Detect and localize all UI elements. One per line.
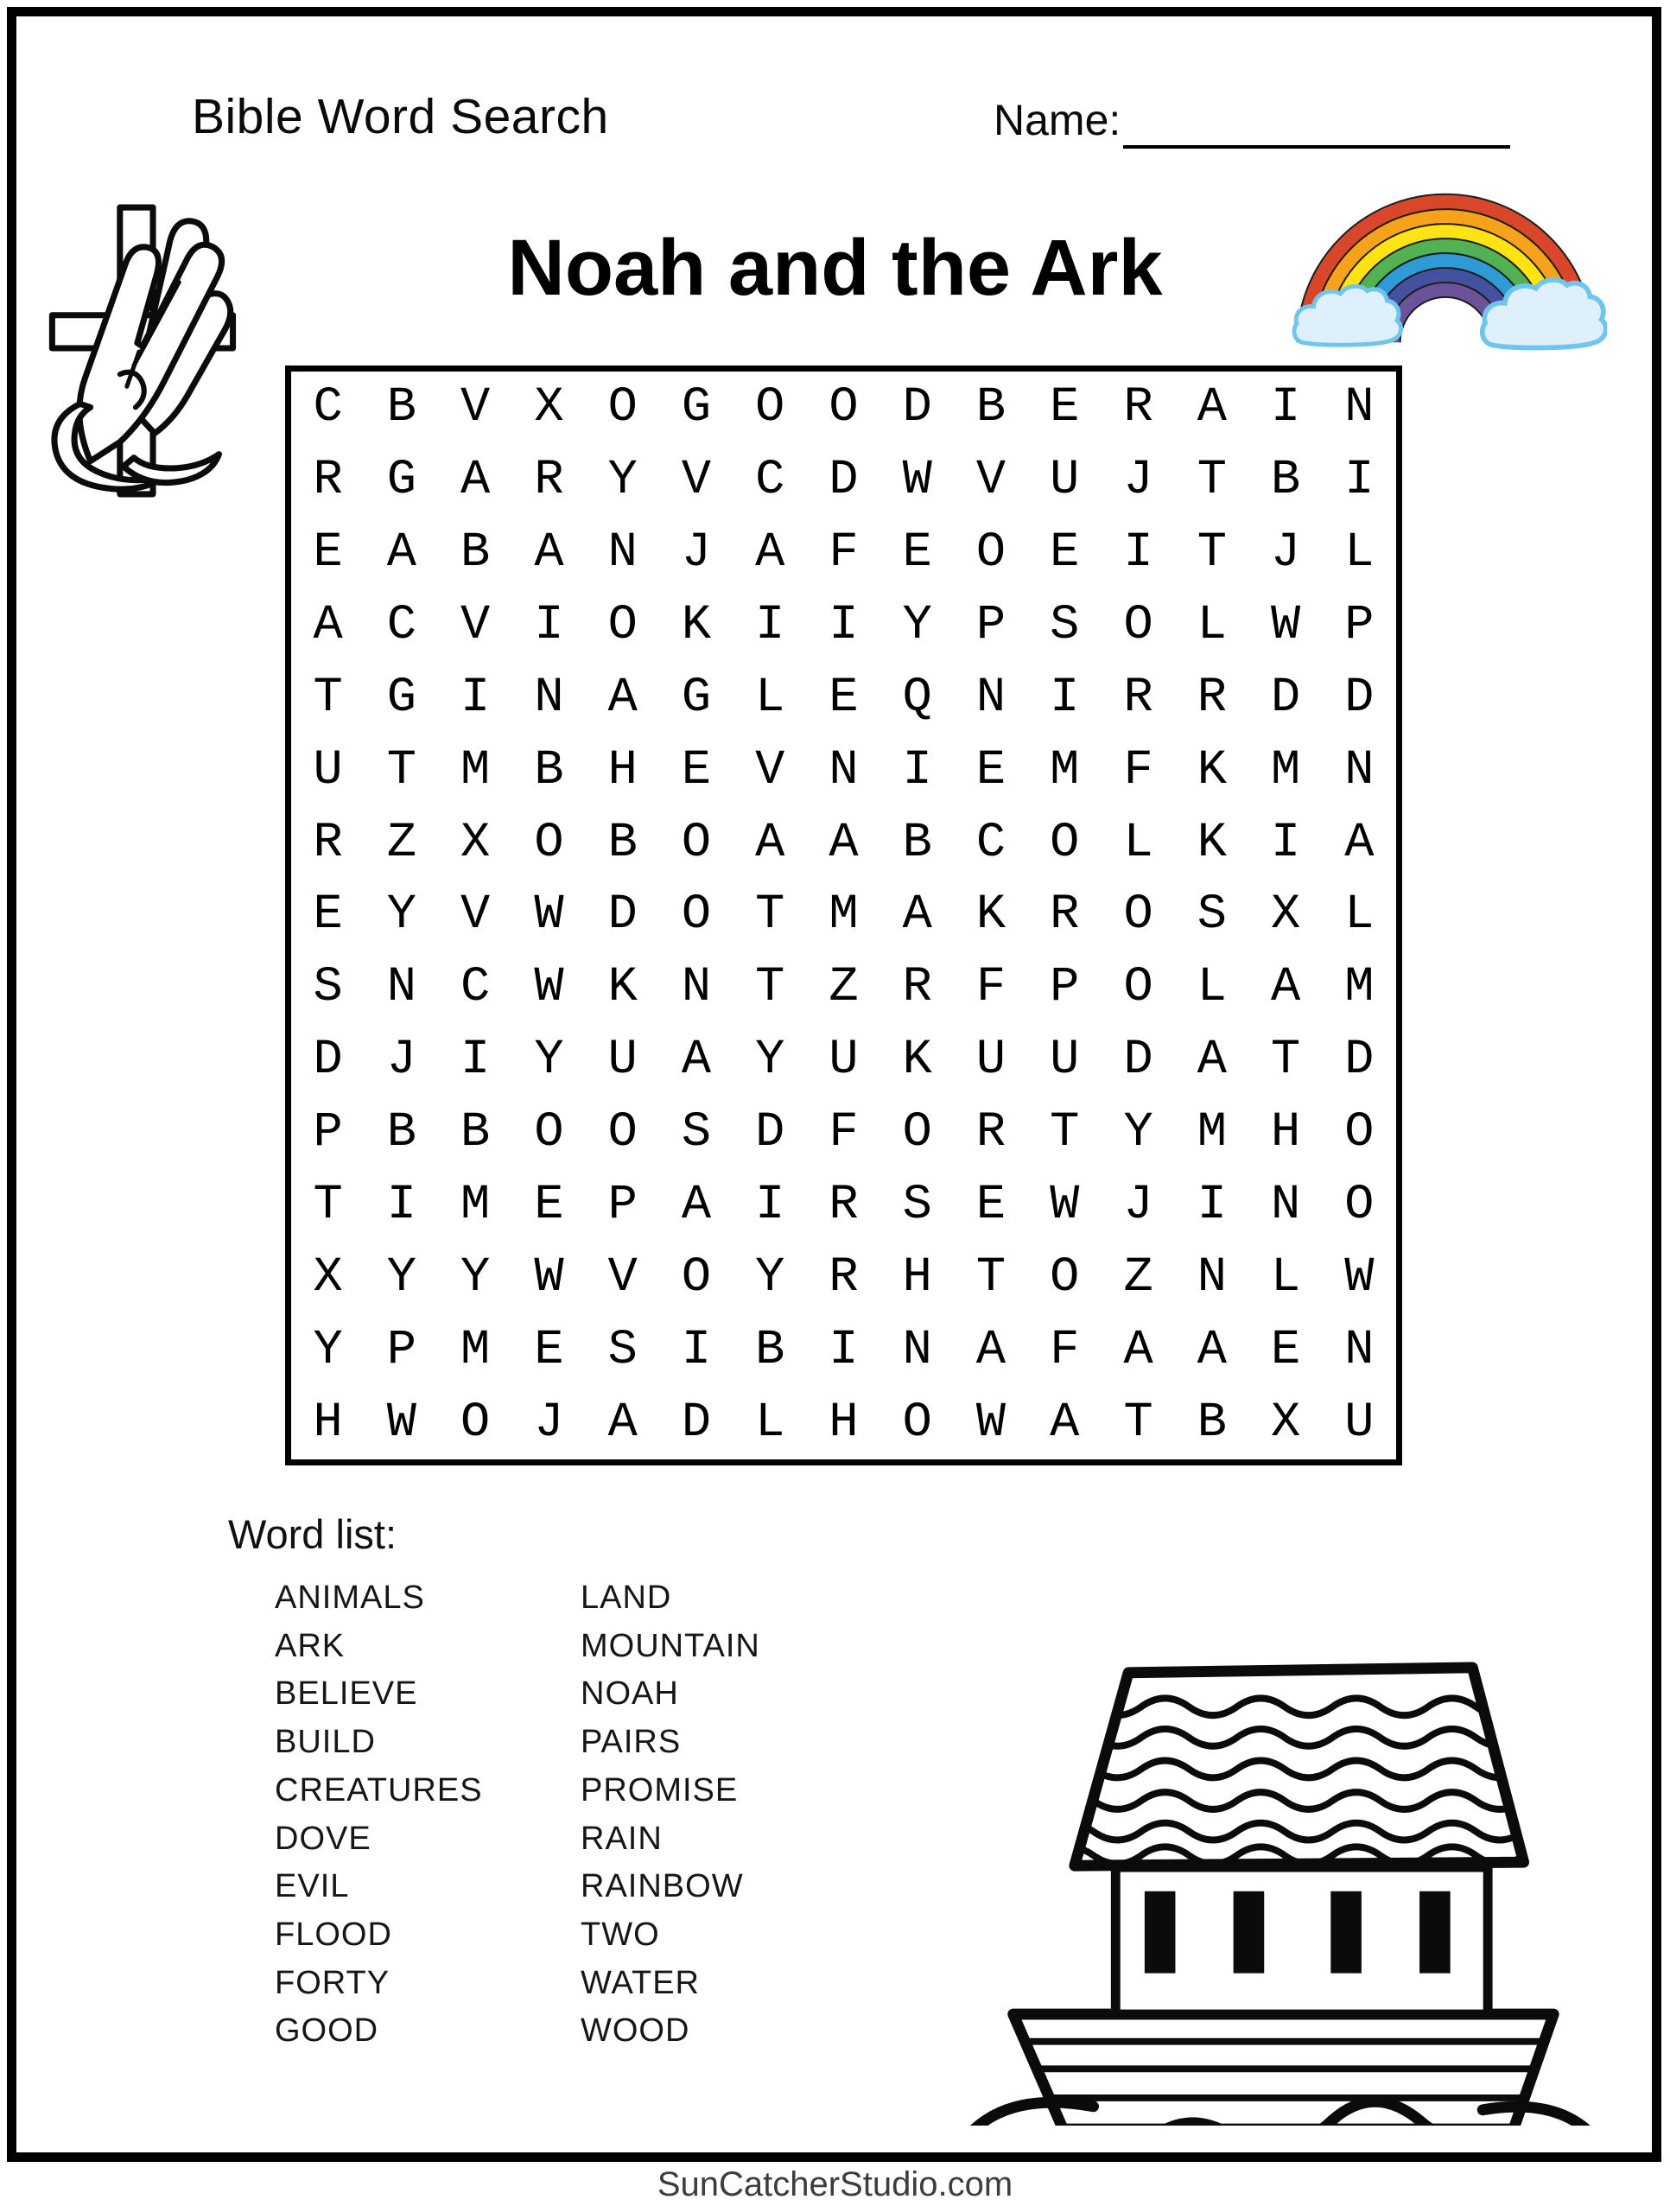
grid-cell-r3c9[interactable]: E [902, 524, 932, 581]
grid-cell-r1c9[interactable]: D [902, 379, 932, 435]
grid-cell-r14c13[interactable]: A [1197, 1323, 1227, 1379]
grid-cell-r8c9[interactable]: A [902, 887, 932, 944]
grid-cell-r5c1[interactable]: T [313, 670, 343, 726]
grid-cell-r2c9[interactable]: W [902, 452, 932, 508]
grid-cell-r13c2[interactable]: Y [386, 1250, 416, 1306]
footer-credit: SunCatcherStudio.com [657, 2165, 1013, 2203]
grid-cell-r5c14[interactable]: D [1270, 670, 1301, 726]
word-list-item: PROMISE [581, 1771, 739, 1808]
grid-cell-r15c11[interactable]: A [1050, 1395, 1080, 1452]
grid-cell-r6c15[interactable]: N [1344, 742, 1375, 798]
grid-cell-r2c8[interactable]: D [829, 452, 859, 508]
grid-cell-r9c9[interactable]: R [902, 960, 932, 1016]
grid-cell-r9c7[interactable]: T [755, 960, 785, 1016]
grid-cell-r13c1[interactable]: X [313, 1250, 343, 1306]
grid-cell-r12c3[interactable]: M [460, 1178, 491, 1234]
grid-cell-r3c3[interactable]: B [460, 524, 491, 581]
grid-cell-r8c15[interactable]: L [1344, 887, 1375, 944]
grid-cell-r11c15[interactable]: O [1344, 1105, 1375, 1161]
grid-cell-r8c13[interactable]: S [1197, 887, 1227, 944]
word-list-item: CREATURES [275, 1771, 483, 1808]
grid-cell-r4c3[interactable]: V [460, 597, 491, 653]
grid-cell-r2c15[interactable]: I [1344, 452, 1375, 508]
grid-cell-r7c13[interactable]: K [1197, 815, 1227, 871]
grid-cell-r5c6[interactable]: G [681, 670, 712, 726]
grid-cell-r11c12[interactable]: Y [1123, 1105, 1153, 1161]
grid-cell-r8c11[interactable]: R [1050, 887, 1080, 944]
grid-cell-r8c4[interactable]: W [534, 887, 564, 944]
grid-cell-r14c3[interactable]: M [460, 1323, 491, 1379]
grid-cell-r6c9[interactable]: I [902, 742, 932, 798]
grid-cell-r6c11[interactable]: M [1050, 742, 1080, 798]
word-list-item: RAINBOW [581, 1868, 744, 1905]
grid-cell-r1c5[interactable]: O [607, 379, 638, 435]
grid-cell-r14c5[interactable]: S [607, 1323, 638, 1379]
grid-cell-r7c6[interactable]: O [681, 815, 712, 871]
grid-cell-r8c12[interactable]: O [1123, 887, 1153, 944]
grid-cell-r10c5[interactable]: U [607, 1033, 638, 1089]
grid-cell-r13c8[interactable]: R [829, 1250, 859, 1306]
grid-cell-r12c7[interactable]: I [755, 1178, 785, 1234]
grid-cell-r1c1[interactable]: C [313, 379, 343, 435]
grid-cell-r6c1[interactable]: U [313, 742, 343, 798]
grid-cell-r4c11[interactable]: S [1050, 597, 1080, 653]
grid-cell-r14c7[interactable]: B [755, 1323, 785, 1379]
grid-cell-r4c2[interactable]: C [386, 597, 416, 653]
grid-cell-r12c14[interactable]: N [1270, 1178, 1301, 1234]
grid-cell-r10c9[interactable]: K [902, 1033, 932, 1089]
grid-cell-r13c3[interactable]: Y [460, 1250, 491, 1306]
noahs-ark-icon [918, 1626, 1643, 2126]
grid-cell-r7c11[interactable]: O [1050, 815, 1080, 871]
grid-cell-r5c12[interactable]: R [1123, 670, 1153, 726]
grid-cell-r11c4[interactable]: O [534, 1105, 564, 1161]
grid-cell-r4c10[interactable]: P [975, 597, 1006, 653]
grid-cell-r12c6[interactable]: A [681, 1178, 712, 1234]
grid-cell-r2c2[interactable]: G [386, 452, 416, 508]
grid-cell-r15c2[interactable]: W [386, 1395, 416, 1452]
grid-cell-r8c6[interactable]: O [681, 887, 712, 944]
grid-cell-r4c6[interactable]: K [681, 597, 712, 653]
grid-cell-r13c7[interactable]: Y [755, 1250, 785, 1306]
grid-cell-r5c2[interactable]: G [386, 670, 416, 726]
grid-cell-r5c5[interactable]: A [607, 670, 638, 726]
grid-cell-r14c2[interactable]: P [386, 1323, 416, 1379]
grid-cell-r7c15[interactable]: A [1344, 815, 1375, 871]
grid-cell-r7c7[interactable]: A [755, 815, 785, 871]
grid-cell-r2c4[interactable]: R [534, 452, 564, 508]
word-list-item: LAND [581, 1580, 672, 1616]
grid-cell-r15c12[interactable]: T [1123, 1395, 1153, 1452]
word-list-item: PAIRS [581, 1724, 682, 1761]
grid-cell-r10c14[interactable]: T [1270, 1033, 1301, 1089]
grid-cell-r3c6[interactable]: J [681, 524, 712, 581]
grid-cell-r14c1[interactable]: Y [313, 1323, 343, 1379]
grid-cell-r1c10[interactable]: B [975, 379, 1006, 435]
grid-cell-r9c2[interactable]: N [386, 960, 416, 1016]
grid-cell-r12c1[interactable]: T [313, 1178, 343, 1234]
grid-cell-r15c15[interactable]: U [1344, 1395, 1375, 1452]
grid-cell-r3c14[interactable]: J [1270, 524, 1301, 581]
name-label: Name: [994, 96, 1121, 144]
grid-cell-r7c8[interactable]: A [829, 815, 859, 871]
word-search-grid [285, 365, 1402, 1465]
grid-cell-r4c5[interactable]: O [607, 597, 638, 653]
grid-cell-r14c11[interactable]: F [1050, 1323, 1080, 1379]
rainbow-icon [1284, 169, 1607, 356]
grid-cell-r11c3[interactable]: B [460, 1105, 491, 1161]
grid-cell-r4c1[interactable]: A [313, 597, 343, 653]
grid-cell-r10c1[interactable]: D [313, 1033, 343, 1089]
grid-cell-r1c7[interactable]: O [755, 379, 785, 435]
grid-cell-r8c3[interactable]: V [460, 887, 491, 944]
grid-cell-r4c12[interactable]: O [1123, 597, 1153, 653]
grid-cell-r2c7[interactable]: C [755, 452, 785, 508]
word-list-item: EVIL [275, 1868, 350, 1905]
grid-cell-r8c1[interactable]: E [313, 887, 343, 944]
grid-cell-r14c9[interactable]: N [902, 1323, 932, 1379]
grid-cell-r10c6[interactable]: A [681, 1033, 712, 1089]
grid-cell-r3c4[interactable]: A [534, 524, 564, 581]
grid-cell-r10c12[interactable]: D [1123, 1033, 1153, 1089]
grid-cell-r6c2[interactable]: T [386, 742, 416, 798]
grid-cell-r1c11[interactable]: E [1050, 379, 1080, 435]
grid-cell-r3c1[interactable]: E [313, 524, 343, 581]
grid-cell-r15c14[interactable]: X [1270, 1395, 1301, 1452]
grid-cell-r2c12[interactable]: J [1123, 452, 1153, 508]
grid-cell-r9c10[interactable]: F [975, 960, 1006, 1016]
grid-cell-r4c7[interactable]: I [755, 597, 785, 653]
word-list-item: BUILD [275, 1724, 376, 1761]
grid-cell-r4c15[interactable]: P [1344, 597, 1375, 653]
grid-cell-r13c13[interactable]: N [1197, 1250, 1227, 1306]
grid-cell-r5c4[interactable]: N [534, 670, 564, 726]
grid-cell-r13c9[interactable]: H [902, 1250, 932, 1306]
grid-cell-r14c12[interactable]: A [1123, 1323, 1153, 1379]
grid-cell-r6c13[interactable]: K [1197, 742, 1227, 798]
grid-cell-r9c3[interactable]: C [460, 960, 491, 1016]
grid-cell-r8c7[interactable]: T [755, 887, 785, 944]
grid-cell-r8c14[interactable]: X [1270, 887, 1301, 944]
grid-cell-r11c6[interactable]: S [681, 1105, 712, 1161]
grid-cell-r4c9[interactable]: Y [902, 597, 932, 653]
grid-cell-r1c15[interactable]: N [1344, 379, 1375, 435]
grid-cell-r15c8[interactable]: H [829, 1395, 859, 1452]
grid-cell-r11c1[interactable]: P [313, 1105, 343, 1161]
grid-cell-r3c10[interactable]: O [975, 524, 1006, 581]
grid-cell-r13c14[interactable]: L [1270, 1250, 1301, 1306]
word-list-item: TWO [581, 1916, 660, 1953]
grid-cell-r7c12[interactable]: L [1123, 815, 1153, 871]
grid-cell-r3c5[interactable]: N [607, 524, 638, 581]
grid-cell-r2c5[interactable]: Y [607, 452, 638, 508]
grid-cell-r11c7[interactable]: D [755, 1105, 785, 1161]
grid-cell-r7c14[interactable]: I [1270, 815, 1301, 871]
grid-cell-r1c6[interactable]: G [681, 379, 712, 435]
grid-cell-r12c4[interactable]: E [534, 1178, 564, 1234]
grid-cell-r10c13[interactable]: A [1197, 1033, 1227, 1089]
grid-cell-r9c12[interactable]: O [1123, 960, 1153, 1016]
grid-cell-r9c6[interactable]: N [681, 960, 712, 1016]
grid-cell-r13c6[interactable]: O [681, 1250, 712, 1306]
grid-cell-r1c14[interactable]: I [1270, 379, 1301, 435]
grid-cell-r15c10[interactable]: W [975, 1395, 1006, 1452]
grid-cell-r10c15[interactable]: D [1344, 1033, 1375, 1089]
grid-cell-r3c13[interactable]: T [1197, 524, 1227, 581]
grid-cell-r9c15[interactable]: M [1344, 960, 1375, 1016]
grid-cell-r14c8[interactable]: I [829, 1323, 859, 1379]
grid-cell-r14c4[interactable]: E [534, 1323, 564, 1379]
grid-cell-r8c5[interactable]: D [607, 887, 638, 944]
grid-cell-r15c6[interactable]: D [681, 1395, 712, 1452]
grid-cell-r11c9[interactable]: O [902, 1105, 932, 1161]
grid-cell-r1c8[interactable]: O [829, 379, 859, 435]
grid-cell-r4c13[interactable]: L [1197, 597, 1227, 653]
grid-cell-r10c4[interactable]: Y [534, 1033, 564, 1089]
grid-cell-r4c14[interactable]: W [1270, 597, 1301, 653]
grid-cell-r13c11[interactable]: O [1050, 1250, 1080, 1306]
grid-cell-r2c6[interactable]: V [681, 452, 712, 508]
word-list-item: BELIEVE [275, 1675, 418, 1713]
grid-cell-r14c6[interactable]: I [681, 1323, 712, 1379]
word-list-column-2 [581, 1574, 760, 2056]
grid-cell-r10c8[interactable]: U [829, 1033, 859, 1089]
grid-cell-r5c3[interactable]: I [460, 670, 491, 726]
grid-cell-r9c5[interactable]: K [607, 960, 638, 1016]
grid-cell-r15c4[interactable]: J [534, 1395, 564, 1452]
grid-cell-r15c7[interactable]: L [755, 1395, 785, 1452]
grid-cell-r6c14[interactable]: M [1270, 742, 1301, 798]
grid-cell-r12c5[interactable]: P [607, 1178, 638, 1234]
grid-cell-r7c9[interactable]: B [902, 815, 932, 871]
grid-cell-r6c12[interactable]: F [1123, 742, 1153, 798]
grid-cell-r9c13[interactable]: L [1197, 960, 1227, 1016]
grid-cell-r10c7[interactable]: Y [755, 1033, 785, 1089]
grid-cell-r10c2[interactable]: J [386, 1033, 416, 1089]
word-list-item: NOAH [581, 1675, 679, 1713]
grid-cell-r7c3[interactable]: X [460, 815, 491, 871]
grid-cell-r6c10[interactable]: E [975, 742, 1006, 798]
grid-cell-r2c10[interactable]: V [975, 452, 1006, 508]
grid-cell-r3c7[interactable]: A [755, 524, 785, 581]
grid-cell-r7c2[interactable]: Z [386, 815, 416, 871]
grid-cell-r1c12[interactable]: R [1123, 379, 1153, 435]
grid-cell-r11c10[interactable]: R [975, 1105, 1006, 1161]
grid-cell-r3c2[interactable]: A [386, 524, 416, 581]
grid-cell-r5c7[interactable]: L [755, 670, 785, 726]
grid-cell-r8c8[interactable]: M [829, 887, 859, 944]
grid-cell-r9c8[interactable]: Z [829, 960, 859, 1016]
grid-cell-r11c13[interactable]: M [1197, 1105, 1227, 1161]
grid-cell-r11c8[interactable]: F [829, 1105, 859, 1161]
grid-cell-r13c12[interactable]: Z [1123, 1250, 1153, 1306]
grid-cell-r1c2[interactable]: B [386, 379, 416, 435]
grid-cell-r11c14[interactable]: H [1270, 1105, 1301, 1161]
grid-cell-r12c9[interactable]: S [902, 1178, 932, 1234]
word-list-column-1 [275, 1574, 483, 2056]
grid-cell-r9c11[interactable]: P [1050, 960, 1080, 1016]
grid-cell-r5c9[interactable]: Q [902, 670, 932, 726]
grid-cell-r6c6[interactable]: E [681, 742, 712, 798]
word-list-item: RAIN [581, 1820, 663, 1857]
grid-cell-r7c5[interactable]: B [607, 815, 638, 871]
grid-cell-r15c13[interactable]: B [1197, 1395, 1227, 1452]
name-input-line[interactable] [1123, 105, 1510, 149]
worksheet-type-label: Bible Word Search [192, 89, 609, 144]
grid-cell-r6c3[interactable]: M [460, 742, 491, 798]
grid-cell-r13c5[interactable]: V [607, 1250, 638, 1306]
grid-cell-r11c11[interactable]: T [1050, 1105, 1080, 1161]
grid-cell-r7c1[interactable]: R [313, 815, 343, 871]
grid-cell-r1c4[interactable]: X [534, 379, 564, 435]
grid-cell-r3c12[interactable]: I [1123, 524, 1153, 581]
grid-cell-r13c4[interactable]: W [534, 1250, 564, 1306]
word-list-item: WATER [581, 1964, 700, 2001]
grid-cell-r12c11[interactable]: W [1050, 1178, 1080, 1234]
word-list-item: GOOD [275, 2012, 379, 2050]
grid-cell-r12c15[interactable]: O [1344, 1178, 1375, 1234]
grid-cell-r13c10[interactable]: T [975, 1250, 1006, 1306]
grid-cell-r2c3[interactable]: A [460, 452, 491, 508]
grid-cell-r7c10[interactable]: C [975, 815, 1006, 871]
grid-cell-r4c4[interactable]: I [534, 597, 564, 653]
grid-cell-r14c15[interactable]: N [1344, 1323, 1375, 1379]
grid-cell-r8c2[interactable]: Y [386, 887, 416, 944]
grid-cell-r6c7[interactable]: V [755, 742, 785, 798]
word-list-item: ANIMALS [275, 1580, 425, 1616]
grid-cell-r2c11[interactable]: U [1050, 452, 1080, 508]
grid-cell-r10c3[interactable]: I [460, 1033, 491, 1089]
grid-cell-r6c8[interactable]: N [829, 742, 859, 798]
grid-cell-r9c14[interactable]: A [1270, 960, 1301, 1016]
grid-cell-r5c11[interactable]: I [1050, 670, 1080, 726]
grid-cell-r12c2[interactable]: I [386, 1178, 416, 1234]
grid-cell-r6c4[interactable]: B [534, 742, 564, 798]
word-list-item: MOUNTAIN [581, 1627, 760, 1664]
grid-cell-r1c3[interactable]: V [460, 379, 491, 435]
grid-cell-r3c8[interactable]: F [829, 524, 859, 581]
grid-cell-r3c15[interactable]: L [1344, 524, 1375, 581]
grid-cell-r11c2[interactable]: B [386, 1105, 416, 1161]
grid-cell-r11c5[interactable]: O [607, 1105, 638, 1161]
grid-cell-r4c8[interactable]: I [829, 597, 859, 653]
word-list-item: WOOD [581, 2012, 690, 2050]
word-list-label: Word list: [228, 1511, 397, 1557]
grid-cell-r14c10[interactable]: A [975, 1323, 1006, 1379]
grid-cell-r6c5[interactable]: H [607, 742, 638, 798]
grid-cell-r14c14[interactable]: E [1270, 1323, 1301, 1379]
word-list-item: ARK [275, 1627, 346, 1664]
grid-cell-r3c11[interactable]: E [1050, 524, 1080, 581]
grid-cell-r10c11[interactable]: U [1050, 1033, 1080, 1089]
grid-cell-r9c1[interactable]: S [313, 960, 343, 1016]
praying-hands-cross-icon [40, 195, 257, 505]
grid-cell-r5c8[interactable]: E [829, 670, 859, 726]
grid-cell-r1c13[interactable]: A [1197, 379, 1227, 435]
word-list-item: FLOOD [275, 1916, 392, 1953]
grid-cell-r12c13[interactable]: I [1197, 1178, 1227, 1234]
grid-cell-r2c1[interactable]: R [313, 452, 343, 508]
grid-cell-r15c1[interactable]: H [313, 1395, 343, 1452]
grid-cell-r13c15[interactable]: W [1344, 1250, 1375, 1306]
grid-cell-r12c12[interactable]: J [1123, 1178, 1153, 1234]
grid-cell-r5c10[interactable]: N [975, 670, 1006, 726]
grid-cell-r15c3[interactable]: O [460, 1395, 491, 1452]
grid-cell-r15c9[interactable]: O [902, 1395, 932, 1452]
grid-cell-r2c14[interactable]: B [1270, 452, 1301, 508]
grid-cell-r10c10[interactable]: U [975, 1033, 1006, 1089]
grid-cell-r12c8[interactable]: R [829, 1178, 859, 1234]
word-list-item: DOVE [275, 1820, 371, 1857]
grid-cell-r5c15[interactable]: D [1344, 670, 1375, 726]
grid-cell-r15c5[interactable]: A [607, 1395, 638, 1452]
grid-cell-r2c13[interactable]: T [1197, 452, 1227, 508]
grid-cell-r9c4[interactable]: W [534, 960, 564, 1016]
grid-cell-r12c10[interactable]: E [975, 1178, 1006, 1234]
page-title: Noah and the Ark [507, 224, 1163, 312]
grid-cell-r8c10[interactable]: K [975, 887, 1006, 944]
grid-cell-r5c13[interactable]: R [1197, 670, 1227, 726]
grid-cell-r7c4[interactable]: O [534, 815, 564, 871]
word-list-item: FORTY [275, 1964, 391, 2001]
